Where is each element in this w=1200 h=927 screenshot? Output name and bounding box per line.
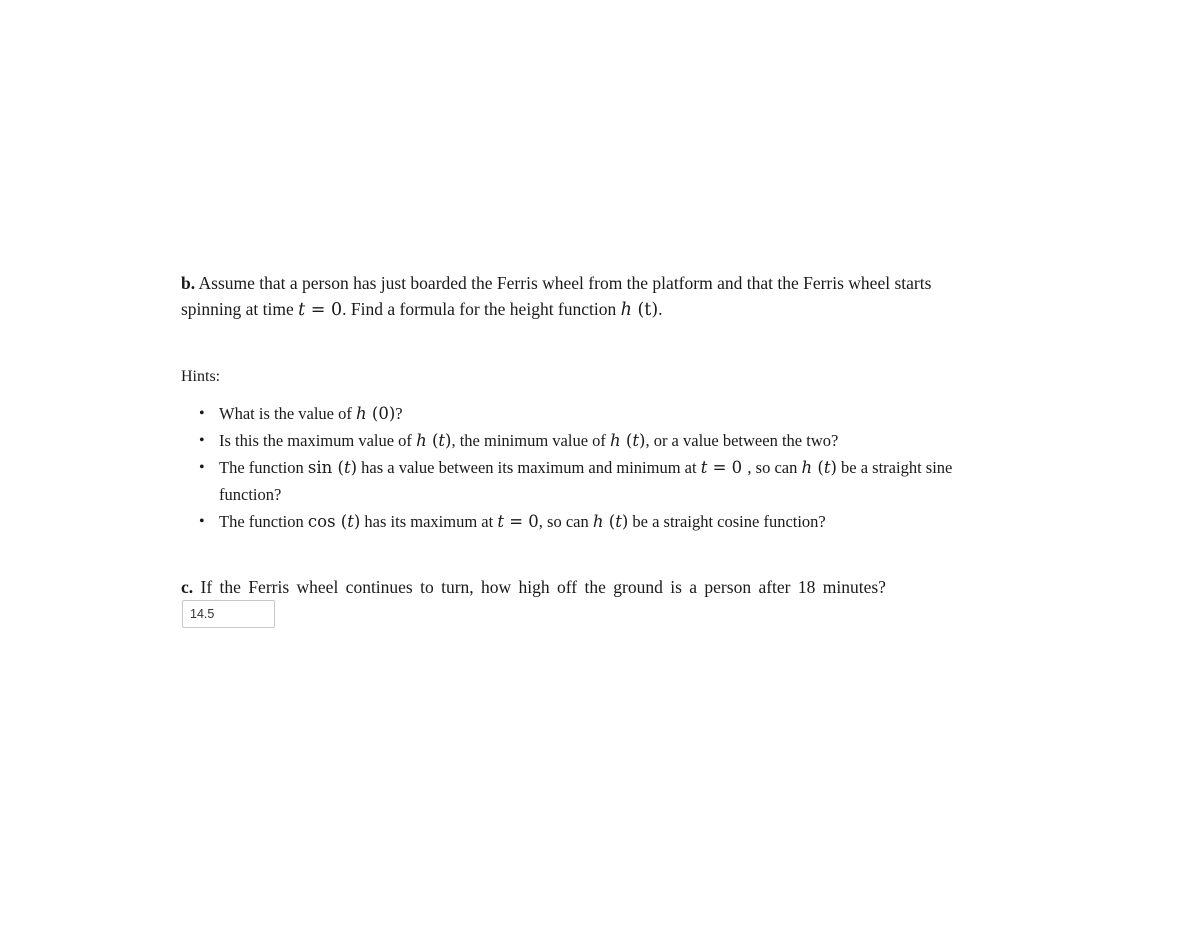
hints-title: Hints: [181, 368, 221, 385]
hint-item [181, 508, 975, 535]
part-c-text: If the Ferris wheel continues to turn, how high off the ground is a person after 18 minutes? [193, 577, 886, 597]
math-t: t [298, 300, 306, 320]
hint-text: , so can [538, 512, 593, 531]
hint-math-var: h [592, 512, 604, 531]
part-b-text-2: . Find a formula for the height function [342, 299, 621, 319]
hint-math: cos ( [307, 512, 348, 531]
hint-list [181, 400, 975, 535]
hint-text: The function [219, 458, 308, 477]
bullet-icon: • [199, 432, 205, 449]
hint-text: has its maximum at [360, 512, 498, 531]
hint-math: ( [620, 431, 633, 450]
math-h-arg: (t) [631, 300, 659, 320]
hint-math: = 0 [503, 512, 539, 531]
hint-text: be a straight sine function? [219, 458, 953, 504]
hint-text: has a value between its maximum and minimum at [357, 458, 701, 477]
hint-math: (0) [366, 404, 396, 423]
problem-content [181, 270, 975, 597]
bullet-icon: • [199, 405, 205, 422]
hint-math-var: t [700, 458, 708, 477]
hint-math: ( [603, 512, 616, 531]
math-equals-zero: = 0 [305, 300, 343, 320]
hint-item [181, 454, 975, 508]
hint-math-var: t [632, 431, 639, 450]
hint-math: sin ( [307, 458, 344, 477]
hint-math-var: t [438, 431, 446, 450]
hint-math-var: t [347, 512, 354, 531]
hint-math: ( [426, 431, 439, 450]
answer-input[interactable] [182, 600, 275, 628]
bullet-icon: • [199, 459, 205, 476]
math-h: h [620, 300, 632, 320]
hint-text: , the minimum value of [451, 431, 611, 450]
hint-item [181, 427, 975, 454]
part-b-label: b. [181, 273, 196, 293]
part-b-question [181, 270, 975, 323]
hint-text: be a straight cosine function? [628, 512, 826, 531]
hint-item [181, 400, 975, 427]
hint-text: ? [395, 404, 403, 423]
hint-math-var: h [610, 431, 621, 450]
part-b-text-3: . [658, 299, 663, 319]
hint-math: ) [639, 431, 646, 450]
hint-math-var: h [356, 404, 367, 423]
part-c-label: c. [181, 577, 194, 597]
hint-math-var: t [615, 512, 622, 531]
part-c-question [181, 574, 975, 600]
hint-math-var: t [343, 458, 351, 477]
hint-math-var: h [416, 431, 427, 450]
hint-text: , so can [747, 458, 802, 477]
hint-math: ) [445, 431, 452, 450]
hint-math: ) [621, 512, 629, 531]
hint-math: ) [353, 512, 361, 531]
hint-math-var: t [823, 458, 831, 477]
hint-math-var: t [497, 512, 504, 531]
hint-math: ) [350, 458, 358, 477]
hint-math-var: h [801, 458, 813, 477]
part-b-text-1: Assume that a person has just boarded the Ferris wheel from the platform and that the Ferris wheel starts spinning at time [181, 273, 932, 319]
hint-math: ( [812, 458, 824, 477]
hint-text: Is this the maximum value of [219, 431, 417, 450]
hint-text: The function [219, 512, 308, 531]
hint-text: , or a value between the two? [645, 431, 839, 450]
hint-text: What is the value of [219, 404, 356, 423]
bullet-icon: • [199, 513, 205, 530]
hint-math: ) [830, 458, 837, 477]
hint-math: = 0 [707, 458, 748, 477]
